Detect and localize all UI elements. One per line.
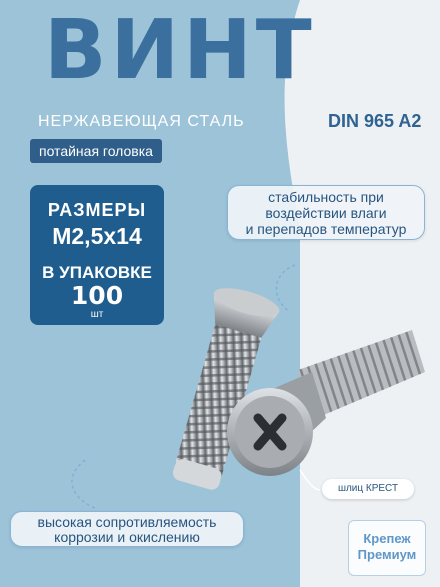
- moisture-callout: [227, 185, 425, 240]
- brand-line-2: Премиум: [357, 547, 417, 562]
- moisture-line-3: и перепадов температур: [245, 221, 407, 237]
- brand-line-1: Крепеж: [363, 531, 411, 546]
- moisture-line-2: воздействии влаги: [265, 205, 387, 221]
- standard-label: DIN 965 A2: [328, 111, 422, 131]
- pack-quantity: 100: [70, 281, 124, 310]
- material-label: НЕРЖАВЕЮЩАЯ СТАЛЬ: [38, 113, 245, 130]
- size-label: РАЗМЕРЫ: [47, 200, 147, 220]
- corrosion-line-1: высокая сопротивляемость: [37, 514, 217, 530]
- pack-label: В УПАКОВКЕ: [42, 263, 152, 282]
- slot-callout: шлиц КРЕСТ: [322, 479, 414, 499]
- corrosion-line-2: коррозии и окислению: [54, 529, 200, 545]
- pack-unit: шт: [90, 309, 104, 320]
- size-value: M2,5x14: [52, 223, 142, 249]
- head-type-badge: потайная головка: [30, 139, 162, 163]
- brand-logo: [348, 520, 426, 576]
- corrosion-callout: [10, 511, 244, 547]
- moisture-line-1: стабильность при: [268, 189, 384, 205]
- product-title: ВИНТ: [44, 3, 316, 98]
